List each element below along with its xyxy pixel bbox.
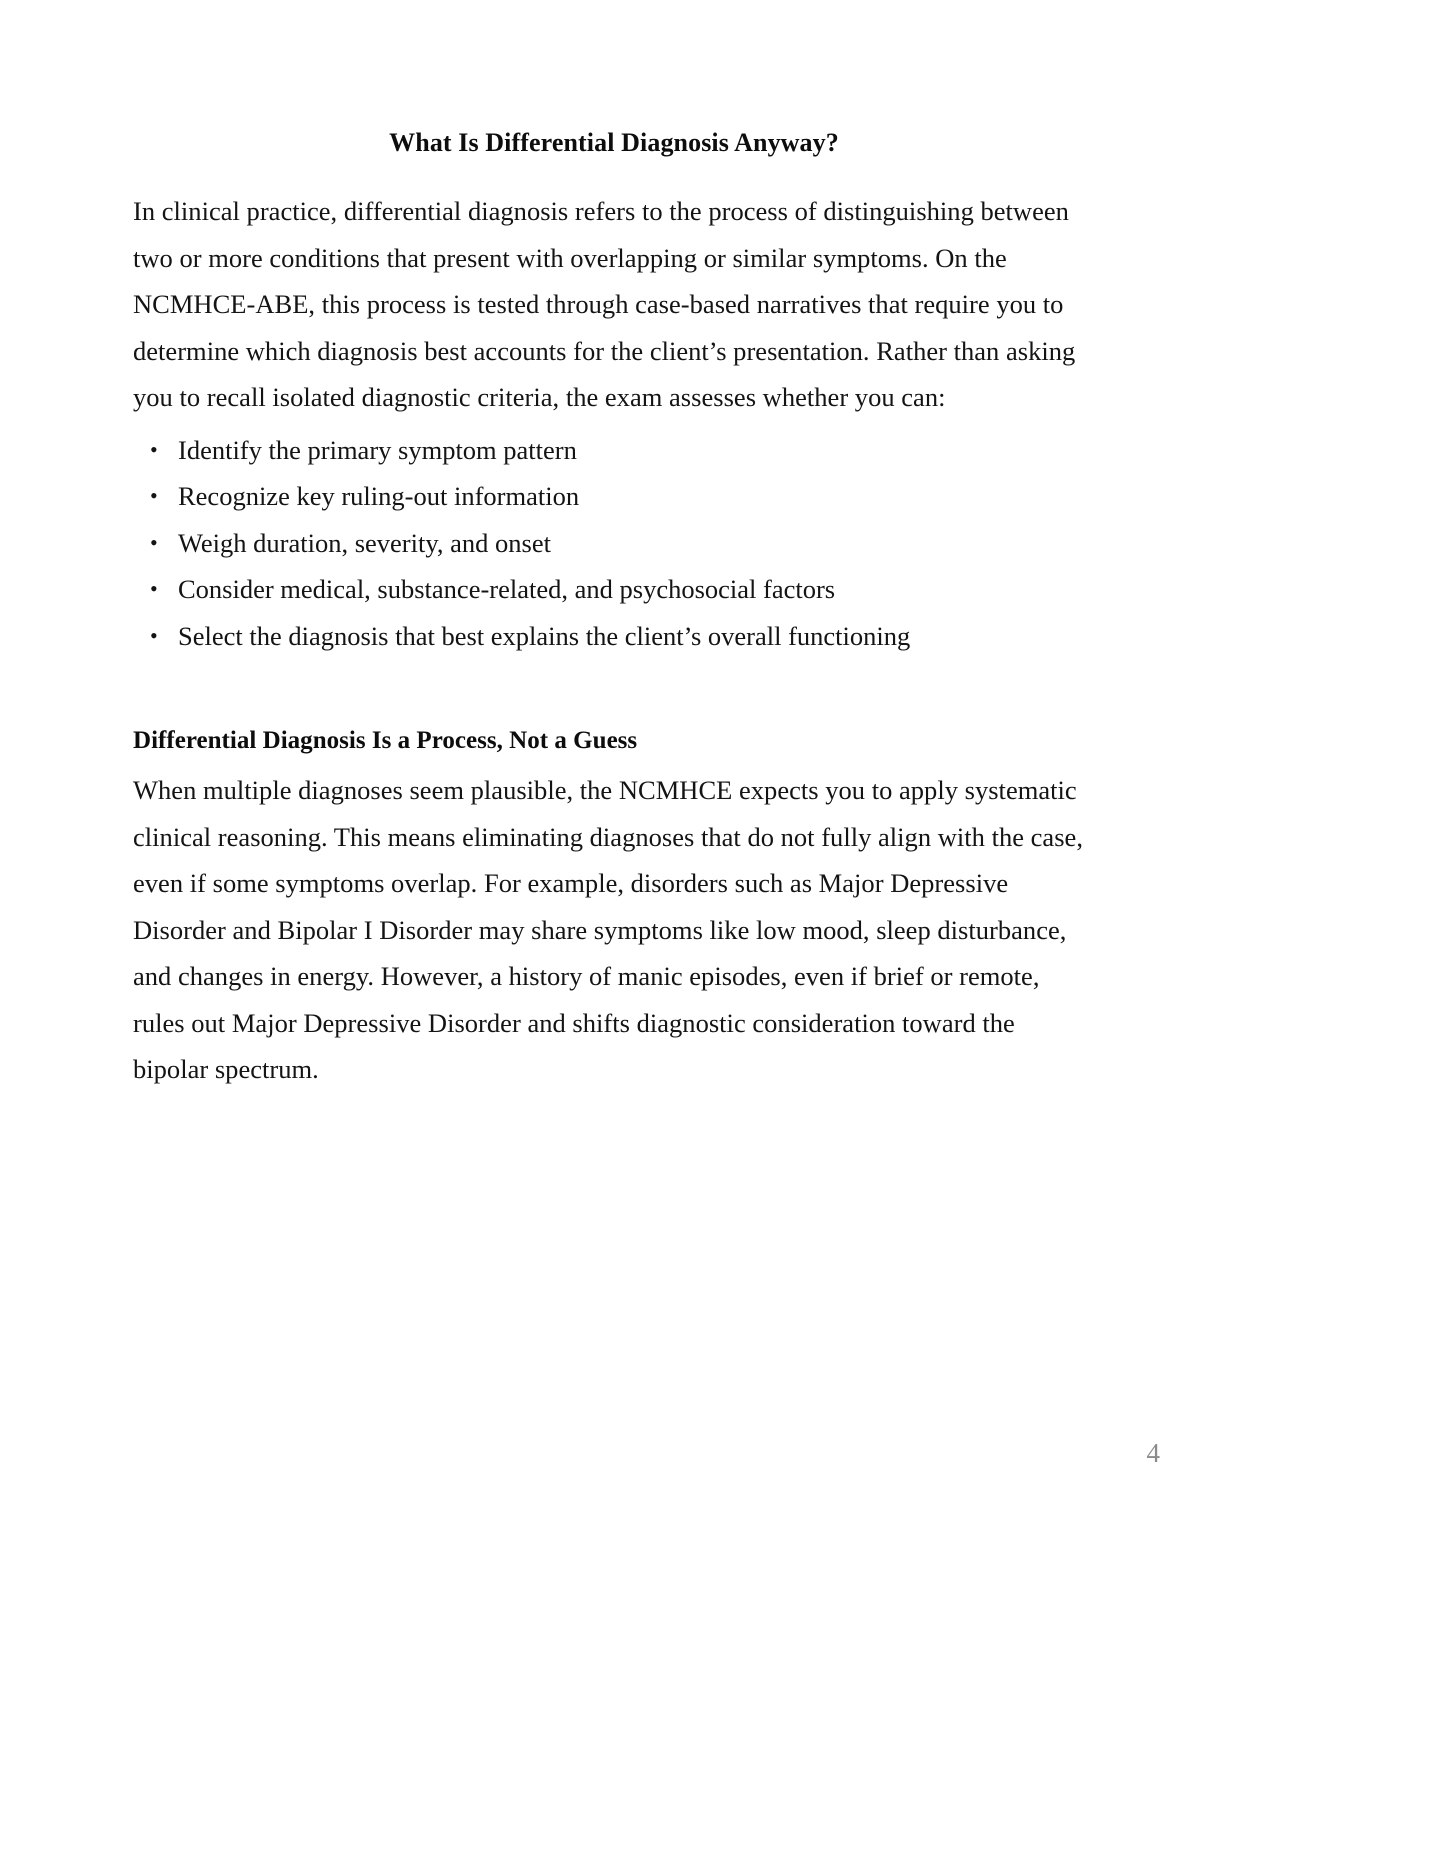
page-number: 4	[1146, 1438, 1160, 1468]
list-item-label: Consider medical, substance-related, and psychosocial factors	[178, 574, 836, 604]
list-item-label: Select the diagnosis that best explains the client’s overall functioning	[178, 620, 911, 651]
list-item-label: Recognize key ruling-out information	[178, 481, 580, 511]
list-item	[133, 427, 1095, 474]
section-heading: Differential Diagnosis Is a Process, Not a Guess	[133, 727, 638, 754]
bullet-icon: •	[150, 576, 158, 601]
page-content	[133, 128, 1095, 1093]
bullet-icon: •	[150, 529, 158, 555]
bullet-icon: •	[150, 483, 158, 508]
list-item-label: Identify the primary symptom pattern	[178, 434, 577, 465]
criteria-bullet-list	[133, 427, 1095, 660]
spacer	[133, 659, 1095, 721]
page-title: What Is Differential Diagnosis Anyway?	[389, 128, 839, 157]
list-item	[133, 520, 1095, 567]
list-item	[133, 613, 1095, 660]
list-item-label: Weigh duration, severity, and onset	[178, 527, 551, 558]
bullet-icon: •	[150, 436, 158, 462]
intro-paragraph: In clinical practice, differential diagnosis refers to the process of distinguishing between two or more conditions that present with overlapping or similar symptoms. On the NCMHCE-ABE, this process is tested through case-based narratives that require you to determine which diagnosis best accounts for the client’s presentation. Rather than asking you to recall isolated diagnostic criteria, the exam assesses whether you can:	[133, 196, 1076, 412]
list-item	[133, 473, 1095, 520]
list-item	[133, 566, 1095, 613]
bullet-icon: •	[150, 622, 158, 648]
section-paragraph: When multiple diagnoses seem plausible, the NCMHCE expects you to apply systematic clinical reasoning. This means eliminating diagnoses that do not fully align with the case, even if some symptoms overlap. For example, disorders such as Major Depressive Disorder and Bipolar I Disorder may share symptoms like low mood, sleep disturbance, and changes in energy. However, a history of manic episodes, even if brief or remote, rules out Major Depressive Disorder and shifts diagnostic consideration toward the bipolar spectrum.	[133, 775, 1083, 1084]
